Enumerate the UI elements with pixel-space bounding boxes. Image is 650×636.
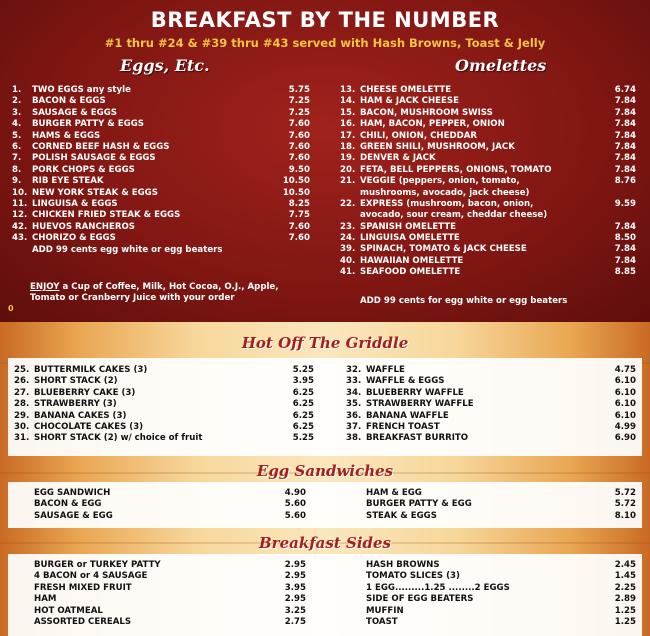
menu-item	[366, 606, 636, 617]
item-number: 4.	[12, 119, 22, 130]
item-number: 42.	[12, 221, 28, 232]
item-price: 7.84	[614, 107, 636, 118]
item-price: 7.60	[288, 119, 310, 130]
item-price: 8.25	[288, 198, 310, 209]
sides-panel	[8, 554, 642, 636]
item-name: NEW YORK STEAK & EGGS	[32, 187, 158, 198]
menu-item	[34, 499, 306, 510]
menu-item	[346, 411, 636, 422]
item-number: 37.	[346, 421, 362, 432]
menu-item	[340, 176, 636, 187]
item-price: 1.25	[614, 616, 636, 627]
item-price: 7.84	[614, 96, 636, 107]
menu-item	[34, 594, 306, 605]
menu-item	[340, 256, 636, 267]
item-price: 10.50	[282, 187, 310, 198]
item-price: 7.84	[614, 119, 636, 130]
item-price: 5.75	[288, 85, 310, 95]
menu-item	[34, 511, 306, 522]
item-name: CHICKEN FRIED STEAK & EGGS	[32, 210, 181, 221]
menu-item	[346, 365, 636, 376]
item-number: 13.	[340, 85, 356, 95]
griddle-section-background	[0, 322, 650, 636]
item-price: 6.10	[614, 410, 636, 421]
item-price: 6.10	[614, 387, 636, 398]
item-number: 20.	[340, 164, 356, 175]
item-price: 6.10	[614, 399, 636, 410]
item-name: BACON & EGG	[34, 499, 102, 510]
item-number: 40.	[340, 255, 356, 266]
menu-item	[34, 606, 306, 617]
item-price: 6.25	[292, 399, 314, 410]
item-price: 8.50	[614, 233, 636, 244]
menu-item	[12, 210, 310, 221]
griddle-panel	[8, 358, 642, 456]
menu-item	[12, 96, 310, 107]
item-number: 32.	[346, 365, 362, 375]
enjoy-text: a Cup of Coffee, Milk, Hot Cocoa, O.J., Apple, Tomato or Cranberry Juice with your order	[30, 282, 279, 303]
menu-item	[12, 131, 310, 142]
item-name: BLUEBERRY WAFFLE	[366, 387, 464, 398]
item-number: 21.	[340, 176, 356, 187]
menu-item	[12, 165, 310, 176]
item-price: 5.25	[292, 433, 314, 444]
item-price: 8.10	[614, 510, 636, 521]
item-number: 18.	[340, 141, 356, 152]
item-number: 23.	[340, 221, 356, 232]
item-name: BURGER PATTY & EGG	[366, 499, 472, 510]
item-name: FRENCH TOAST	[366, 421, 440, 432]
item-number: 24.	[340, 233, 356, 244]
item-price: 6.74	[614, 85, 636, 95]
menu-item	[340, 233, 636, 244]
item-name: LINGUISA OMELETTE	[360, 233, 460, 244]
griddle-left-list	[14, 365, 314, 445]
menu-item	[340, 244, 636, 255]
menu-item	[340, 85, 636, 96]
item-price: 6.25	[292, 410, 314, 421]
item-name: POLISH SAUSAGE & EGGS	[32, 153, 156, 164]
menu-item	[12, 85, 310, 96]
eggs-note: ADD 99 cents egg white or egg beaters	[32, 245, 223, 255]
item-price: 1.25	[614, 605, 636, 616]
menu-item	[366, 571, 636, 582]
item-price: 7.84	[614, 141, 636, 152]
item-name: BACON & EGGS	[32, 96, 106, 107]
item-price: 2.45	[614, 560, 636, 570]
item-price: 7.84	[614, 164, 636, 175]
item-price: 2.25	[614, 582, 636, 593]
menu-item	[340, 199, 636, 210]
item-name: LINGUISA & EGGS	[32, 198, 118, 209]
menu-item	[340, 142, 636, 153]
item-price: 6.25	[292, 387, 314, 398]
item-name: STEAK & EGGS	[366, 510, 437, 521]
item-name: BURGER PATTY & EGGS	[32, 119, 144, 130]
item-number: 22.	[340, 198, 356, 209]
item-name: TWO EGGS any style	[32, 85, 131, 95]
menu-item	[12, 153, 310, 164]
sandwiches-panel	[8, 482, 642, 528]
item-name: SAUSAGE & EGGS	[32, 107, 117, 118]
omelettes-heading: Omelettes	[455, 56, 547, 75]
menu-item	[34, 560, 306, 571]
item-price: 2.89	[614, 594, 636, 605]
item-price: 5.72	[614, 488, 636, 498]
item-name: STRAWBERRY (3)	[34, 399, 117, 410]
item-price: 7.84	[614, 255, 636, 266]
item-name: MUFFIN	[366, 605, 404, 616]
menu-item	[340, 108, 636, 119]
menu-item	[14, 376, 314, 387]
item-name: STRAWBERRY WAFFLE	[366, 399, 474, 410]
menu-subtitle: #1 thru #24 & #39 thru #43 served with Hash Browns, Toast & Jelly	[104, 36, 546, 50]
griddle-right-list	[346, 365, 636, 445]
item-number: 8.	[12, 164, 22, 175]
item-name: BANANA WAFFLE	[366, 410, 449, 421]
item-price: 3.25	[284, 605, 306, 616]
menu-item	[346, 433, 636, 444]
item-name: SHORT STACK (2) w/ choice of fruit	[34, 433, 203, 444]
item-number: 28.	[14, 399, 30, 410]
item-price: 7.75	[288, 210, 310, 221]
item-price: 4.90	[284, 488, 306, 498]
item-number: 5.	[12, 130, 22, 141]
item-name: mushrooms, avocado, jack cheese)	[360, 187, 530, 198]
sides-left-list	[34, 560, 306, 628]
menu-item	[346, 399, 636, 410]
item-name: SEAFOOD OMELETTE	[360, 267, 461, 278]
item-number: 9.	[12, 176, 22, 187]
item-number: 35.	[346, 399, 362, 410]
item-number: 43.	[12, 233, 28, 244]
item-name: CHEESE OMELETTE	[360, 85, 452, 95]
item-number: 10.	[12, 187, 28, 198]
menu-item	[340, 188, 636, 199]
item-name: PORK CHOPS & EGGS	[32, 164, 135, 175]
item-name: HAM, BACON, PEPPER, ONION	[360, 119, 505, 130]
menu-item	[14, 365, 314, 376]
item-number: 31.	[14, 433, 30, 444]
item-name: WAFFLE	[366, 365, 405, 375]
item-name: CORNED BEEF HASH & EGGS	[32, 141, 170, 152]
menu-item	[12, 222, 310, 233]
item-name: TOMATO SLICES (3)	[366, 571, 460, 582]
eggs-heading: Eggs, Etc.	[120, 56, 210, 75]
item-price: 4.99	[614, 421, 636, 432]
item-number: 33.	[346, 376, 362, 387]
menu-item	[340, 222, 636, 233]
menu-item	[34, 571, 306, 582]
item-number: 16.	[340, 119, 356, 130]
sides-heading: Breakfast Sides	[258, 534, 391, 552]
item-price: 7.25	[288, 107, 310, 118]
griddle-heading: Hot Off The Griddle	[241, 334, 409, 352]
menu-item	[366, 499, 636, 510]
sandwiches-left-list	[34, 488, 306, 522]
menu-item	[12, 176, 310, 187]
item-name: TOAST	[366, 616, 398, 627]
menu-item	[14, 433, 314, 444]
menu-item	[340, 165, 636, 176]
item-price: 1.45	[614, 571, 636, 582]
item-price: 5.60	[284, 510, 306, 521]
item-price: 2.75	[284, 616, 306, 627]
menu-title: BREAKFAST BY THE NUMBER	[150, 8, 500, 32]
menu-item	[366, 617, 636, 628]
item-price: 6.25	[292, 421, 314, 432]
menu-item	[340, 131, 636, 142]
item-price: 3.95	[284, 582, 306, 593]
item-name: avocado, sour cream, cheddar cheese)	[360, 210, 548, 221]
item-name: BACON, MUSHROOM SWISS	[360, 107, 493, 118]
item-number: 39.	[340, 244, 356, 255]
item-name: HASH BROWNS	[366, 560, 440, 570]
menu-item	[346, 376, 636, 387]
item-price: 7.60	[288, 130, 310, 141]
menu-item	[366, 511, 636, 522]
item-name: WAFFLE & EGGS	[366, 376, 445, 387]
item-number: 26.	[14, 376, 30, 387]
menu-item	[340, 153, 636, 164]
item-name: ASSORTED CEREALS	[34, 616, 132, 627]
menu-item	[346, 422, 636, 433]
item-price: 6.10	[614, 376, 636, 387]
item-name: BREAKFAST BURRITO	[366, 433, 469, 444]
item-name: SHORT STACK (2)	[34, 376, 118, 387]
menu-item	[366, 583, 636, 594]
item-number: 6.	[12, 141, 22, 152]
item-number: 27.	[14, 387, 30, 398]
item-name: HAM & EGG	[366, 488, 422, 498]
item-price: 7.60	[288, 233, 310, 244]
menu-item	[14, 399, 314, 410]
item-name: HAM	[34, 594, 57, 605]
menu-item	[12, 233, 310, 244]
item-number: 29.	[14, 410, 30, 421]
item-name: 1 EGG.........1.25 ........2 EGGS	[366, 582, 510, 593]
item-name: BURGER or TURKEY PATTY	[34, 560, 161, 570]
item-number: 1.	[12, 85, 22, 95]
item-name: CHILI, ONION, CHEDDAR	[360, 130, 477, 141]
item-name: HOT OATMEAL	[34, 605, 103, 616]
menu-item	[346, 388, 636, 399]
item-price: 7.60	[288, 221, 310, 232]
menu-item	[14, 388, 314, 399]
item-number: 34.	[346, 387, 362, 398]
item-number: 25.	[14, 365, 30, 375]
item-name: SIDE OF EGG BEATERS	[366, 594, 474, 605]
item-name: FRESH MIXED FRUIT	[34, 582, 132, 593]
item-number: 36.	[346, 410, 362, 421]
omelettes-list	[340, 85, 636, 279]
menu-item	[14, 411, 314, 422]
item-name: RIB EYE STEAK	[32, 176, 104, 187]
item-number: 12.	[12, 210, 28, 221]
item-name: EXPRESS (mushroom, bacon, onion,	[360, 198, 534, 209]
menu-item	[12, 142, 310, 153]
item-price: 9.50	[288, 164, 310, 175]
menu-item	[14, 422, 314, 433]
item-name: HAMS & EGGS	[32, 130, 101, 141]
item-number: 38.	[346, 433, 362, 444]
item-name: CHOCOLATE CAKES (3)	[34, 421, 144, 432]
item-number: 7.	[12, 153, 22, 164]
item-price: 7.60	[288, 141, 310, 152]
item-price: 2.95	[284, 571, 306, 582]
menu-item	[366, 560, 636, 571]
item-name: CHORIZO & EGGS	[32, 233, 116, 244]
item-number: 15.	[340, 107, 356, 118]
page-marker: 0	[8, 304, 14, 313]
item-number: 3.	[12, 107, 22, 118]
item-price: 8.76	[614, 176, 636, 187]
item-name: BANANA CAKES (3)	[34, 410, 127, 421]
menu-item	[340, 210, 636, 221]
enjoy-note	[30, 282, 300, 304]
item-name: GREEN SHILI, MUSHROOM, JACK	[360, 141, 515, 152]
item-name: BLUEBERRY CAKE (3)	[34, 387, 136, 398]
item-price: 7.60	[288, 153, 310, 164]
menu-item	[34, 617, 306, 628]
item-name: FETA, BELL PEPPERS, ONIONS, TOMATO	[360, 164, 552, 175]
item-price: 2.95	[284, 594, 306, 605]
item-price: 7.84	[614, 153, 636, 164]
item-name: VEGGIE (peppers, onion, tomato,	[360, 176, 520, 187]
item-price: 7.84	[614, 130, 636, 141]
item-price: 6.90	[614, 433, 636, 444]
item-price: 10.50	[282, 176, 310, 187]
item-price: 7.84	[614, 244, 636, 255]
item-price: 4.75	[614, 365, 636, 375]
menu-item	[340, 96, 636, 107]
menu-item	[34, 583, 306, 594]
item-name: HAM & JACK CHEESE	[360, 96, 459, 107]
menu-item	[12, 119, 310, 130]
item-price: 7.84	[614, 221, 636, 232]
sandwiches-heading: Egg Sandwiches	[256, 462, 394, 480]
item-name: HUEVOS RANCHEROS	[32, 221, 135, 232]
item-price: 9.59	[614, 198, 636, 209]
menu-item	[34, 488, 306, 499]
item-number: 14.	[340, 96, 356, 107]
menu-item	[12, 199, 310, 210]
item-price: 2.95	[284, 560, 306, 570]
enjoy-label: ENJOY	[30, 282, 60, 292]
item-price: 5.25	[292, 365, 314, 375]
item-name: SPANISH OMELETTE	[360, 221, 456, 232]
item-price: 7.25	[288, 96, 310, 107]
item-name: BUTTERMILK CAKES (3)	[34, 365, 148, 375]
item-price: 8.85	[614, 267, 636, 278]
item-number: 11.	[12, 198, 28, 209]
item-number: 30.	[14, 421, 30, 432]
menu-item	[340, 267, 636, 278]
item-name: HAWAIIAN OMELETTE	[360, 255, 464, 266]
menu-item	[366, 594, 636, 605]
item-number: 41.	[340, 267, 356, 278]
sandwiches-right-list	[366, 488, 636, 522]
menu-item	[12, 108, 310, 119]
omelettes-note: ADD 99 cents for egg white or egg beaters	[360, 296, 568, 306]
item-number: 17.	[340, 130, 356, 141]
sides-right-list	[366, 560, 636, 628]
item-number: 2.	[12, 96, 22, 107]
item-name: 4 BACON or 4 SAUSAGE	[34, 571, 148, 582]
item-number: 19.	[340, 153, 356, 164]
item-name: DENVER & JACK	[360, 153, 436, 164]
menu-item	[366, 488, 636, 499]
item-name: SPINACH, TOMATO & JACK CHEESE	[360, 244, 527, 255]
item-price: 5.72	[614, 499, 636, 510]
item-price: 5.60	[284, 499, 306, 510]
menu-item	[12, 188, 310, 199]
item-name: EGG SANDWICH	[34, 488, 111, 498]
eggs-list	[12, 85, 310, 244]
item-name: SAUSAGE & EGG	[34, 510, 113, 521]
item-price: 3.95	[292, 376, 314, 387]
menu-item	[340, 119, 636, 130]
